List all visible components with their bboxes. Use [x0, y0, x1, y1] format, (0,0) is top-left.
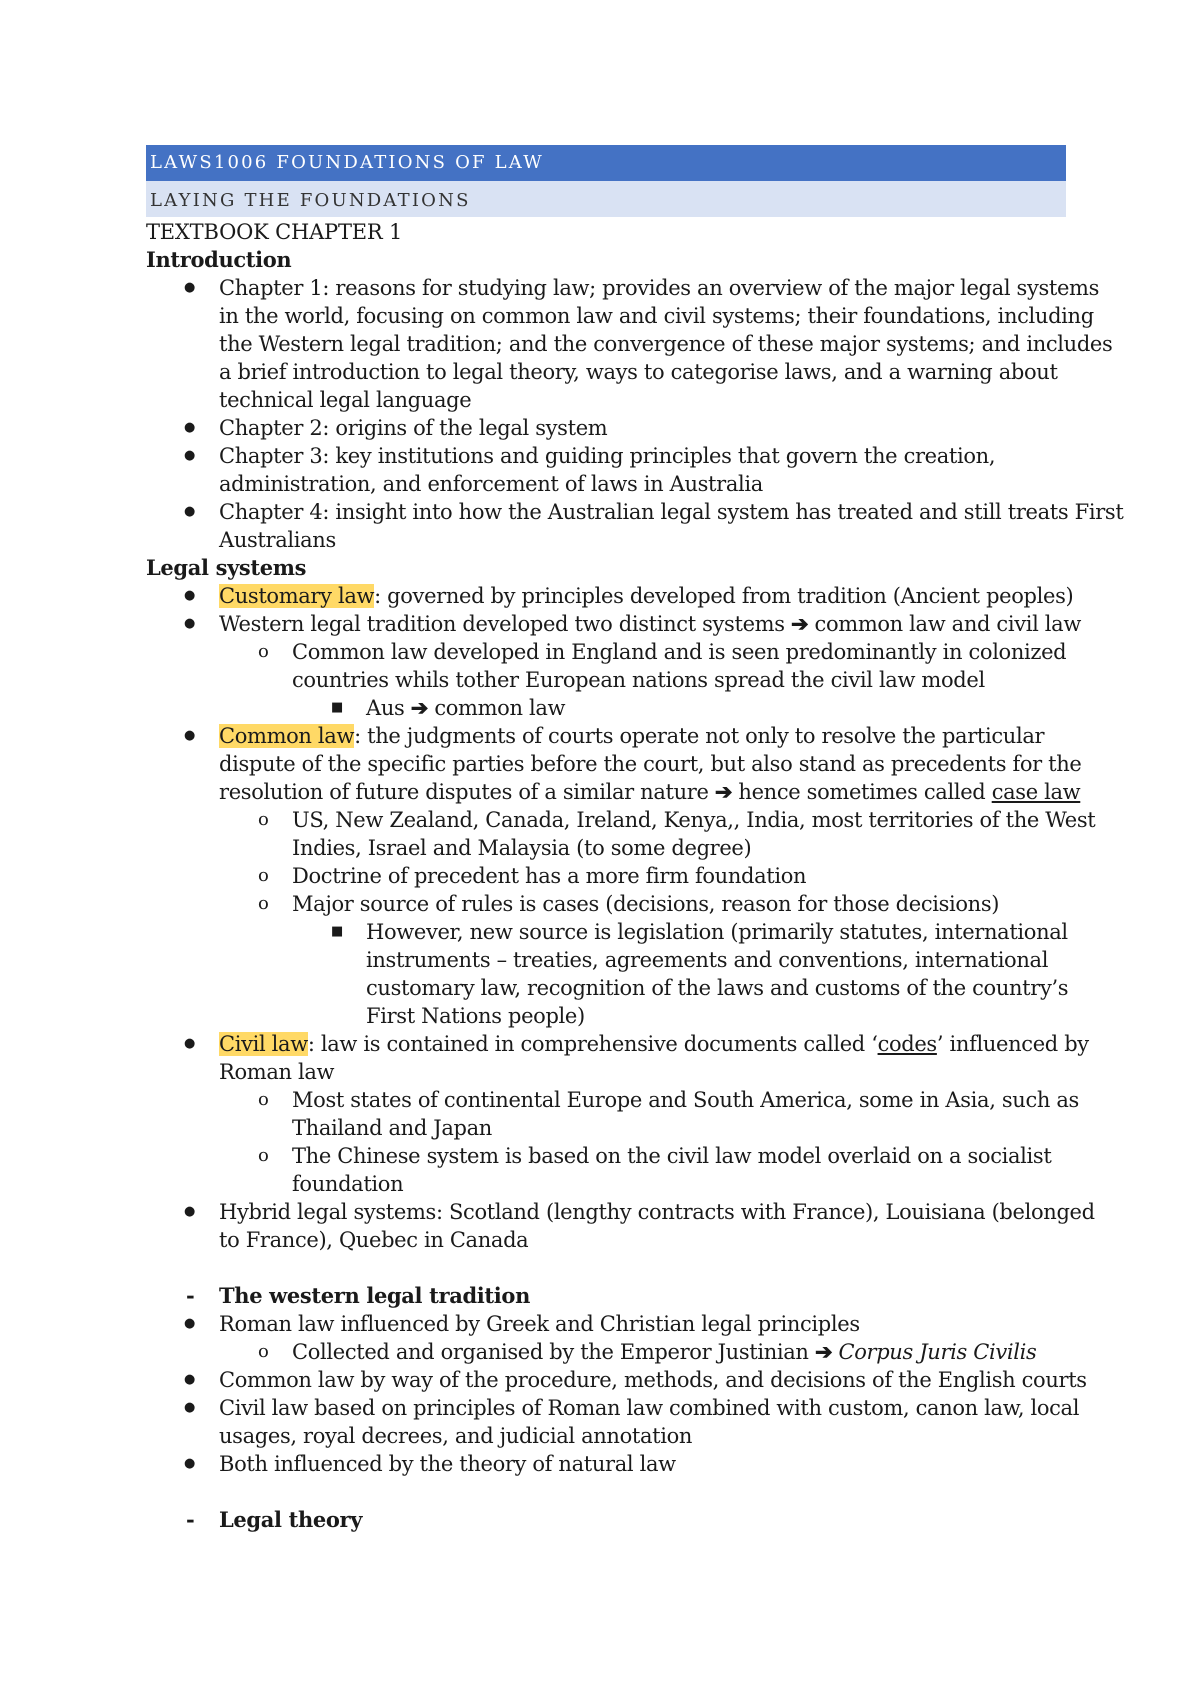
arrow-icon: ➔	[714, 779, 733, 804]
list-item-continuation: technical legal language	[219, 388, 472, 412]
list-item-continuation: First Nations people)	[366, 1004, 585, 1028]
bullet-icon: ●	[184, 1400, 195, 1415]
list-item: ● Chapter 3: key institutions and guiding principles that govern the creation,	[184, 444, 996, 468]
list-item: ● Chapter 2: origins of the legal system	[184, 416, 608, 440]
list-item: ● Both influenced by the theory of natural law	[184, 1452, 676, 1476]
list-item: ● Chapter 4: insight into how the Australian legal system has treated and still treats First	[184, 500, 1124, 524]
list-item: ● Common law by way of the procedure, methods, and decisions of the English courts	[184, 1368, 1087, 1392]
section-title-banner	[146, 181, 1066, 217]
section-title: LAYING THE FOUNDATIONS	[150, 190, 471, 211]
highlighted-term: Customary law	[219, 584, 375, 608]
bullet-icon: ●	[184, 616, 195, 631]
dash-icon: -	[186, 1283, 195, 1308]
sub-list-item: o Collected and organised by the Emperor Justinian ➔ Corpus Juris Civilis	[258, 1339, 1037, 1364]
bullet-icon: ●	[184, 1204, 195, 1219]
bullet-icon: ●	[184, 280, 195, 295]
circle-bullet-icon: o	[258, 1341, 269, 1362]
course-title: LAWS1006 FOUNDATIONS OF LAW	[150, 152, 544, 173]
list-item-continuation: dispute of the specific parties before the court, but also stand as precedents for the	[219, 752, 1082, 776]
circle-bullet-icon: o	[258, 1089, 269, 1110]
textbook-heading: TEXTBOOK CHAPTER 1	[146, 220, 403, 244]
list-item-continuation: to France), Quebec in Canada	[219, 1228, 529, 1252]
sub-sub-list-item: ■ Aus ➔ common law	[331, 695, 566, 720]
bullet-icon: ●	[184, 1316, 195, 1331]
dash-icon: -	[186, 1507, 195, 1532]
list-item-continuation: customary law, recognition of the laws and customs of the country’s	[366, 976, 1069, 1000]
list-item-continuation: Indies, Israel and Malaysia (to some degree)	[292, 836, 752, 860]
list-item: ● Hybrid legal systems: Scotland (lengthy contracts with France), Louisiana (belonged	[184, 1200, 1095, 1224]
list-item-continuation: the Western legal tradition; and the convergence of these major systems; and includes	[219, 332, 1113, 356]
square-bullet-icon: ■	[331, 700, 343, 715]
underlined-term: codes	[877, 1032, 937, 1056]
list-item: ● Customary law: governed by principles developed from tradition (Ancient peoples)	[184, 584, 1074, 608]
dash-heading	[146, 1506, 1066, 1534]
bullet-icon: ●	[184, 728, 195, 743]
sub-list-item: o US, New Zealand, Canada, Ireland, Kenya,, India, most territories of the West	[258, 808, 1096, 832]
course-title-banner	[146, 145, 1066, 181]
circle-bullet-icon: o	[258, 865, 269, 886]
circle-bullet-icon: o	[258, 809, 269, 830]
bullet-icon: ●	[184, 420, 195, 435]
list-item-continuation: resolution of future disputes of a similar nature ➔ hence sometimes called case law	[219, 779, 1081, 804]
list-item: ● Western legal tradition developed two distinct systems ➔ common law and civil law	[184, 611, 1081, 636]
legal-systems-heading: Legal systems	[146, 555, 307, 580]
list-item-continuation: foundation	[292, 1172, 404, 1196]
document-page	[146, 145, 1124, 1534]
list-item-continuation: Australians	[219, 528, 336, 552]
bullet-icon: ●	[184, 448, 195, 463]
bullet-icon: ●	[184, 1456, 195, 1471]
underlined-term: case law	[991, 780, 1081, 804]
bullet-icon: ●	[184, 504, 195, 519]
list-item: ● Civil law based on principles of Roman law combined with custom, canon law, local	[184, 1396, 1080, 1420]
dash-heading	[146, 1282, 1066, 1310]
sub-list-item: o Most states of continental Europe and South America, some in Asia, such as	[258, 1088, 1079, 1112]
list-item-continuation: in the world, focusing on common law and civil systems; their foundations, including	[219, 304, 1094, 328]
italic-term: Corpus Juris Civilis	[838, 1340, 1037, 1364]
arrow-icon: ➔	[790, 611, 809, 636]
list-item-continuation: countries whils tother European nations spread the civil law model	[292, 668, 985, 692]
bullet-icon: ●	[184, 588, 195, 603]
list-item: ● Roman law influenced by Greek and Christian legal principles	[184, 1312, 860, 1336]
arrow-icon: ➔	[410, 695, 428, 720]
circle-bullet-icon: o	[258, 893, 269, 914]
list-item: ● Chapter 1: reasons for studying law; provides an overview of the major legal systems	[184, 276, 1100, 300]
arrow-icon: ➔	[814, 1339, 833, 1364]
circle-bullet-icon: o	[258, 1145, 269, 1166]
sub-list-item: o Doctrine of precedent has a more firm foundation	[258, 864, 807, 888]
list-item-continuation: Roman law	[219, 1060, 335, 1084]
list-item: ● Civil law: law is contained in comprehensive documents called ‘codes’ influenced by	[184, 1032, 1089, 1056]
western-tradition-heading: The western legal tradition	[219, 1283, 530, 1308]
legal-theory-heading: Legal theory	[219, 1507, 363, 1532]
sub-list-item: o Common law developed in England and is seen predominantly in colonized	[258, 640, 1067, 664]
list-item: ● Common law: the judgments of courts operate not only to resolve the particular	[184, 724, 1045, 748]
bullet-icon: ●	[184, 1036, 195, 1051]
bullet-icon: ●	[184, 1372, 195, 1387]
spacer	[146, 1478, 1066, 1506]
highlighted-term: Common law	[219, 724, 355, 748]
sub-list-item: o The Chinese system is based on the civil law model overlaid on a socialist	[258, 1144, 1052, 1168]
list-item-continuation: instruments – treaties, agreements and conventions, international	[366, 948, 1049, 972]
list-item-continuation: administration, and enforcement of laws in Australia	[219, 472, 763, 496]
list-item-continuation: a brief introduction to legal theory, ways to categorise laws, and a warning about	[219, 360, 1058, 384]
list-item-continuation: usages, royal decrees, and judicial annotation	[219, 1424, 693, 1448]
sub-list-item: o Major source of rules is cases (decisions, reason for those decisions)	[258, 892, 1000, 916]
introduction-heading: Introduction	[146, 247, 292, 272]
list-item-continuation: Thailand and Japan	[292, 1116, 492, 1140]
circle-bullet-icon: o	[258, 641, 269, 662]
highlighted-term: Civil law	[219, 1032, 308, 1056]
square-bullet-icon: ■	[331, 924, 343, 939]
spacer	[146, 1254, 1066, 1282]
sub-sub-list-item: ■ However, new source is legislation (primarily statutes, international	[331, 920, 1068, 944]
